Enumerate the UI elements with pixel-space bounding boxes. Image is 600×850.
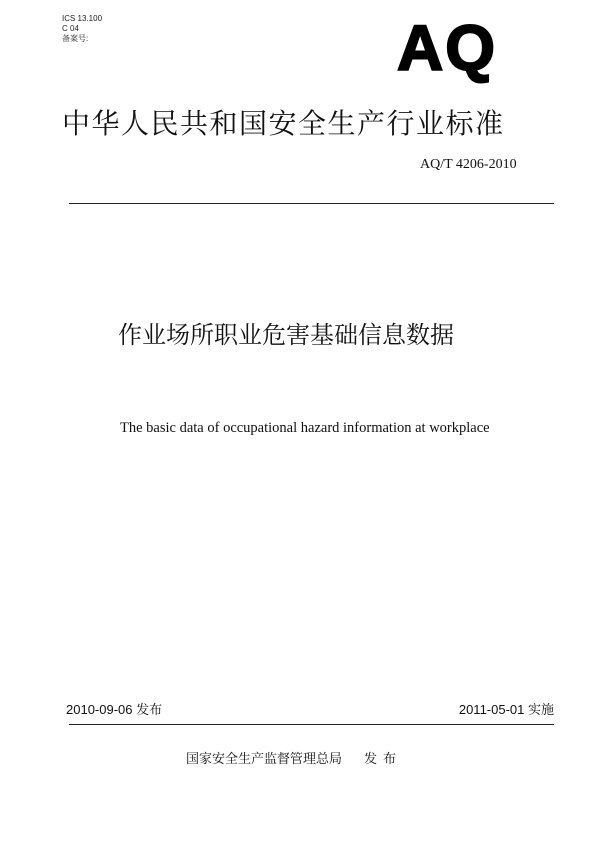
publish-label: 发布 xyxy=(364,752,403,767)
document-title-english: The basic data of occupational hazard information at workplace xyxy=(120,420,490,436)
standard-number: AQ/T 4206-2010 xyxy=(420,157,517,172)
ics-code: ICS 13.100 xyxy=(62,14,103,23)
footer-divider xyxy=(69,724,554,725)
filing-number: 备案号: xyxy=(62,34,89,43)
ccs-code: C 04 xyxy=(62,24,79,33)
aq-logo: AQ xyxy=(397,12,497,84)
issuing-authority: 国家安全生产监督管理总局 xyxy=(186,752,343,767)
standard-category-title: 中华人民共和国安全生产行业标准 xyxy=(62,107,505,140)
publisher-line xyxy=(186,750,402,770)
classification-block xyxy=(62,14,102,44)
header-divider xyxy=(69,203,554,204)
issue-date: 2010-09-06 发布 xyxy=(66,702,163,717)
implementation-date: 2011-05-01 实施 xyxy=(458,702,554,717)
document-title-chinese: 作业场所职业危害基础信息数据 xyxy=(118,321,454,349)
